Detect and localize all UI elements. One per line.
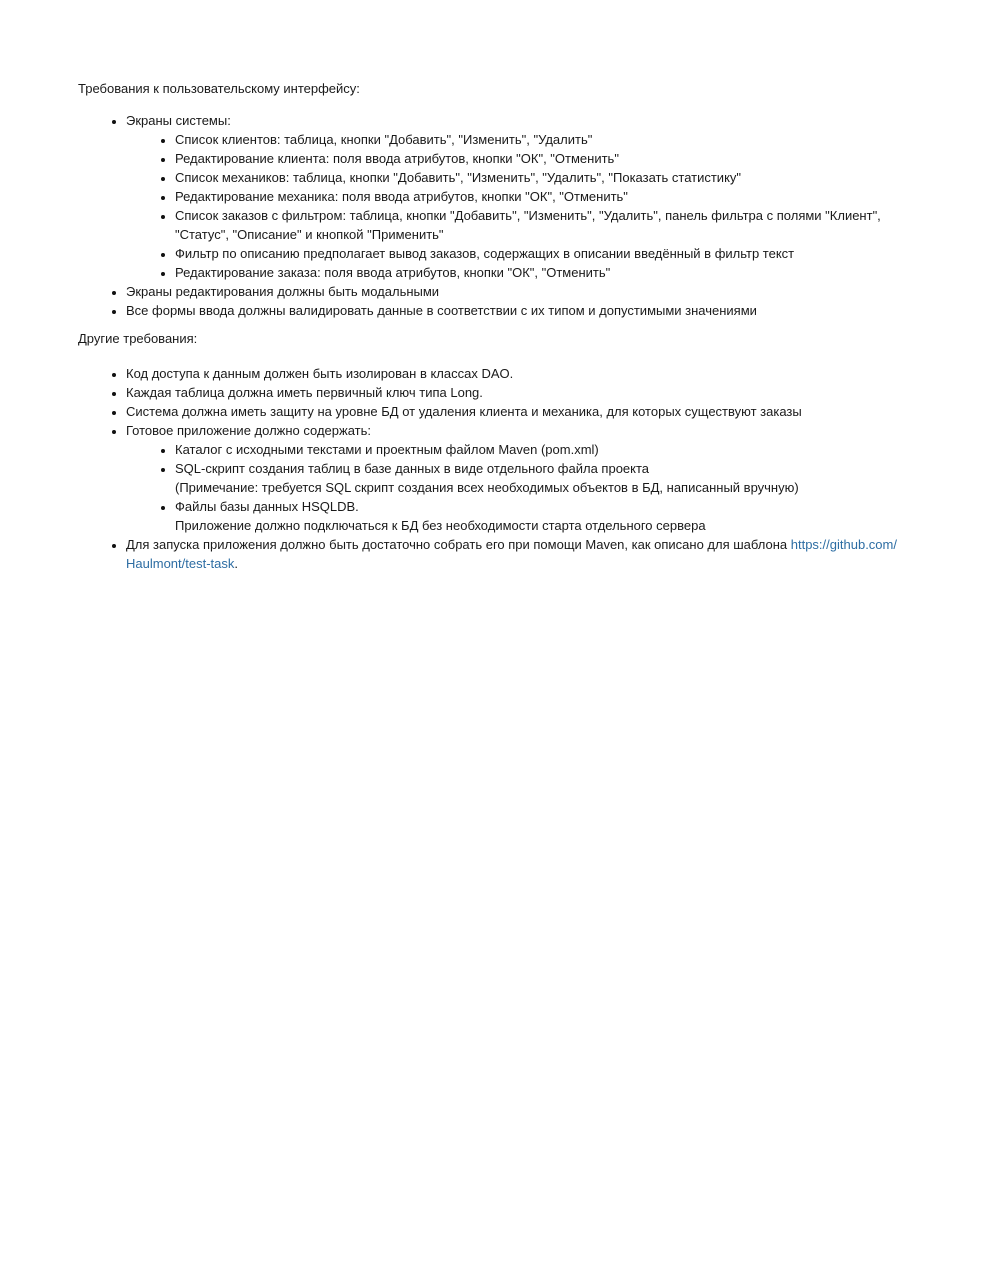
list-item [175,130,901,149]
list-item-note: (Примечание: требуется SQL скрипт создания всех необходимых объектов в БД, написанный вручную) [175,480,799,495]
list-item-text: Фильтр по описанию предполагает вывод заказов, содержащих в описании введённый в фильтр текст [175,246,795,261]
list-item [126,535,901,573]
list-item [175,187,901,206]
list-item-text: Экраны редактирования должны быть модальными [126,284,440,299]
section-heading-ui-requirements: Требования к пользовательскому интерфейсу: [78,81,360,96]
list-item [175,263,901,282]
list-item [175,168,901,187]
list-item [175,206,901,244]
list-item-note: Приложение должно подключаться к БД без необходимости старта отдельного сервера [175,518,706,533]
list-item [126,383,901,402]
list-item-text: Готовое приложение должно содержать: [126,423,371,438]
list-item-text: Список клиентов: таблица, кнопки "Добавить", "Изменить", "Удалить" [175,132,593,147]
list-item-text: Редактирование механика: поля ввода атрибутов, кнопки "ОК", "Отменить" [175,189,628,204]
list-item-text: Система должна иметь защиту на уровне БД от удаления клиента и механика, для которых существуют заказы [126,404,802,419]
list-item-text: Для запуска приложения должно быть достаточно собрать его при помощи Maven, как описано для шаблона [126,537,791,552]
list-item [126,301,901,320]
list-item-text: Редактирование заказа: поля ввода атрибутов, кнопки "ОК", "Отменить" [175,265,611,280]
list-item [126,402,901,421]
github-link[interactable]: https://github.com/Haulmont/test-task [126,537,897,571]
list-item-text: Каталог с исходными текстами и проектным файлом Maven (pom.xml) [175,442,599,457]
list-item [175,440,901,459]
list-item [126,421,901,535]
list-item-text: Файлы базы данных HSQLDB. [175,499,359,514]
list-item-text: Экраны системы: [126,113,231,128]
list-item [175,244,901,263]
list-item-text: Код доступа к данным должен быть изолирован в классах DAO. [126,366,514,381]
section-heading-other-requirements: Другие требования: [78,331,198,346]
list-item-text: Редактирование клиента: поля ввода атрибутов, кнопки "ОК", "Отменить" [175,151,619,166]
list-item-text: Все формы ввода должны валидировать данные в соответствии с их типом и допустимыми значениями [126,303,757,318]
system-screens-sublist [126,130,901,282]
list-item-text: . [234,556,238,571]
deliverables-sublist [126,440,901,535]
list-item-text: Список заказов с фильтром: таблица, кнопки "Добавить", "Изменить", "Удалить", панель фильтра с полями "Клиент", "Статус", "Описание" и кнопкой "Применить" [175,208,881,242]
list-item [175,497,901,535]
list-item-text: Список механиков: таблица, кнопки "Добавить", "Изменить", "Удалить", "Показать статистику" [175,170,742,185]
list-item [126,282,901,301]
list-item-text: Каждая таблица должна иметь первичный ключ типа Long. [126,385,483,400]
list-item [126,364,901,383]
list-item [126,111,901,282]
list-item [175,459,901,497]
other-requirements-list [78,364,901,573]
ui-requirements-list [78,111,901,320]
list-item [175,149,901,168]
list-item-text: SQL-скрипт создания таблиц в базе данных в виде отдельного файла проекта [175,461,650,476]
